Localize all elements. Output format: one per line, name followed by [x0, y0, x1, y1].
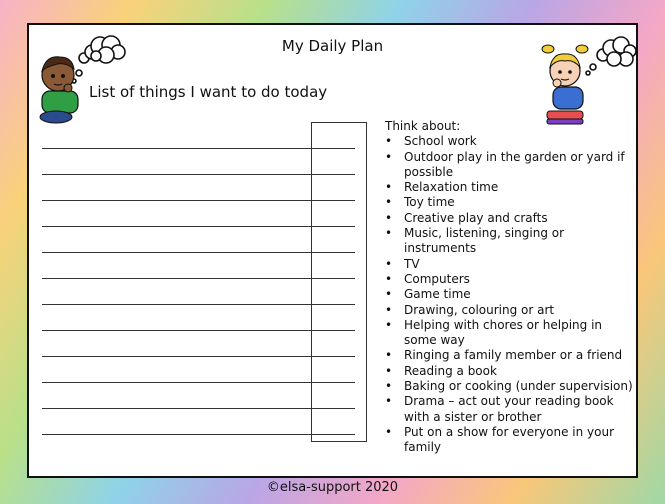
writing-line[interactable] [42, 304, 355, 305]
list-heading: List of things I want to do today [89, 83, 328, 101]
writing-line[interactable] [42, 252, 355, 253]
writing-line[interactable] [42, 174, 355, 175]
writing-line[interactable] [42, 200, 355, 201]
list-item: • Toy time [385, 195, 635, 210]
tick-column[interactable] [311, 122, 367, 442]
think-about-heading: Think about: [385, 119, 461, 133]
activity-writing-lines [42, 122, 355, 442]
list-item: • TV [385, 257, 635, 272]
list-item: • Drawing, colouring or art [385, 303, 635, 318]
thinking-girl-illustration [541, 35, 637, 127]
list-item: • Helping with chores or helping in some way [385, 318, 635, 349]
list-item: • Reading a book [385, 364, 635, 379]
list-item: • Put on a show for everyone in your family [385, 425, 635, 456]
list-item: • Computers [385, 272, 635, 287]
thought-cloud-icon [72, 36, 125, 83]
list-item: • Music, listening, singing or instruments [385, 226, 635, 257]
list-item: • Relaxation time [385, 180, 635, 195]
writing-line[interactable] [42, 434, 355, 435]
page-title: My Daily Plan [281, 37, 384, 55]
list-item: • Outdoor play in the garden or yard if possible [385, 150, 635, 181]
writing-line[interactable] [42, 226, 355, 227]
think-about-list [385, 134, 635, 455]
think-about-panel [385, 119, 635, 456]
list-item: • Game time [385, 287, 635, 302]
writing-line[interactable] [42, 408, 355, 409]
writing-line[interactable] [42, 382, 355, 383]
list-item: • Baking or cooking (under supervision) [385, 379, 635, 394]
list-item: • School work [385, 134, 635, 149]
list-item: • Creative play and crafts [385, 211, 635, 226]
copyright-footer: ©elsa-support 2020 [266, 480, 399, 495]
thought-cloud-icon [586, 37, 636, 75]
thinking-boy-illustration [34, 33, 129, 125]
list-item: • Drama – act out your reading book with a sister or brother [385, 394, 635, 425]
writing-line[interactable] [42, 148, 355, 149]
worksheet-card [27, 23, 638, 478]
list-item: • Ringing a family member or a friend [385, 348, 635, 363]
writing-line[interactable] [42, 330, 355, 331]
writing-line[interactable] [42, 278, 355, 279]
writing-line[interactable] [42, 356, 355, 357]
